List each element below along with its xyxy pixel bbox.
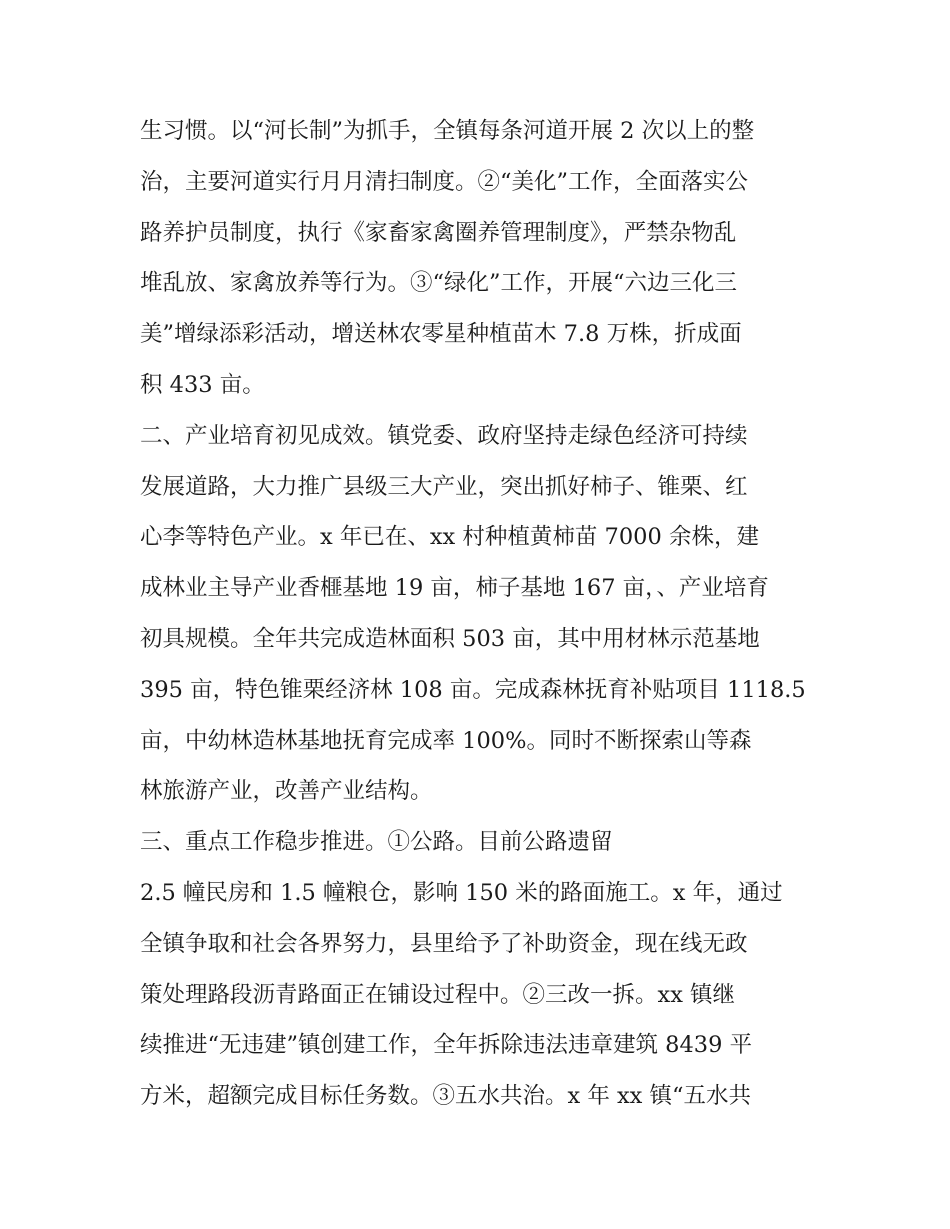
- body-text: [140, 106, 830, 1122]
- text-line: 策处理路段沥青路面正在铺设过程中。②三改一拆。xx 镇继: [140, 981, 736, 1008]
- text-line: 生习惯。以“河长制”为抓手，全镇每条河道开展 2 次以上的整: [140, 118, 755, 144]
- text-line: 亩，中幼林造林基地抚育完成率 100%。同时不断探索山等森: [140, 727, 752, 754]
- text-line: 395 亩，特色锥栗经济林 108 亩。完成森林抚育补贴项目 1118.5: [140, 676, 806, 703]
- text-line: 方米，超额完成目标任务数。③五水共治。x 年 xx 镇“五水共: [140, 1083, 752, 1110]
- text-line: 全镇争取和社会各界努力，县里给予了补助资金，现在线无政: [140, 930, 748, 957]
- text-line: 美”增绿添彩活动，增送林农零星种植苗木 7.8 万株，折成面: [140, 321, 742, 348]
- text-line: 发展道路，大力推广县级三大产业，突出抓好柿子、锥栗、红: [140, 473, 748, 500]
- text-line: 2.5 幢民房和 1.5 幢粮仓，影响 150 米的路面施工。x 年，通过: [140, 879, 783, 906]
- section-heading-line: 二、产业培育初见成效。镇党委、政府坚持走绿色经济可持续: [140, 422, 748, 449]
- text-line: 成林业主导产业香榧基地 19 亩，柿子基地 167 亩，、产业培育: [140, 575, 769, 602]
- text-line: 初具规模。全年共完成造林面积 503 亩，其中用材林示范基地: [140, 625, 760, 652]
- text-line: 续推进“无违建”镇创建工作，全年拆除违法违章建筑 8439 平: [140, 1032, 753, 1059]
- text-line: 路养护员制度，执行《家畜家禽圈养管理制度》，严禁杂物乱: [140, 219, 737, 246]
- text-line: 积 433 亩。: [140, 371, 265, 398]
- text-line: 治，主要河道实行月月清扫制度。②“美化”工作，全面落实公: [140, 168, 749, 195]
- text-line: 堆乱放、家禽放养等行为。③“绿化”工作，开展“六边三化三: [140, 270, 738, 297]
- text-line: 林旅游产业，改善产业结构。: [140, 778, 433, 805]
- section-heading-line: 三、重点工作稳步推进。①公路。目前公路遗留: [140, 829, 613, 856]
- text-line: 心李等特色产业。x 年已在、xx 村种植黄柿苗 7000 余株，建: [140, 524, 759, 551]
